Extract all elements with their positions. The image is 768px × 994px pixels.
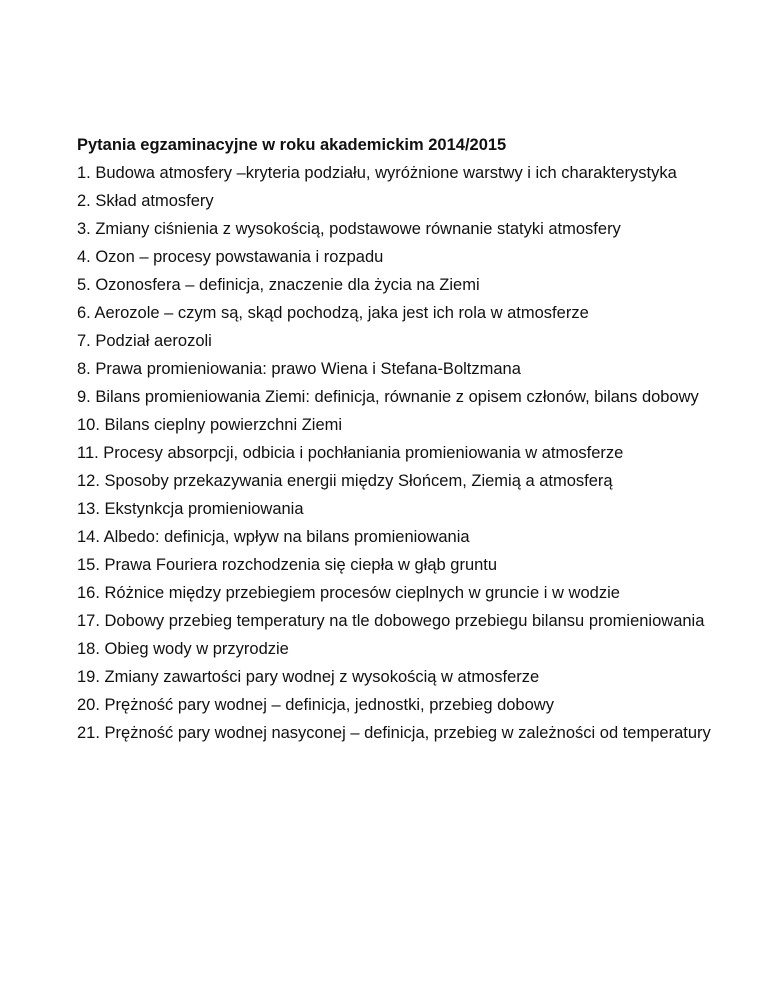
question-item: 2. Skład atmosfery xyxy=(77,192,214,210)
question-item: 19. Zmiany zawartości pary wodnej z wysokością w atmosferze xyxy=(77,668,540,686)
question-item: 11. Procesy absorpcji, odbicia i pochłaniania promieniowania w atmosferze xyxy=(77,444,624,462)
question-item: 17. Dobowy przebieg temperatury na tle dobowego przebiegu bilansu promieniowania xyxy=(77,612,705,630)
question-item: 3. Zmiany ciśnienia z wysokością, podstawowe równanie statyki atmosfery xyxy=(77,220,621,238)
document-title: Pytania egzaminacyjne w roku akademickim 2014/2015 xyxy=(77,136,507,154)
question-item: 14. Albedo: definicja, wpływ na bilans promieniowania xyxy=(77,528,470,546)
question-list xyxy=(77,159,717,747)
question-item: 20. Prężność pary wodnej – definicja, jednostki, przebieg dobowy xyxy=(77,696,554,714)
question-item: 13. Ekstynkcja promieniowania xyxy=(77,500,304,518)
question-item: 10. Bilans cieplny powierzchni Ziemi xyxy=(77,416,343,434)
question-item: 9. Bilans promieniowania Ziemi: definicja, równanie z opisem członów, bilans dobowy xyxy=(77,388,699,406)
question-item: 4. Ozon – procesy powstawania i rozpadu xyxy=(77,248,384,266)
question-item: 12. Sposoby przekazywania energii między Słońcem, Ziemią a atmosferą xyxy=(77,472,613,490)
question-item: 6. Aerozole – czym są, skąd pochodzą, jaka jest ich rola w atmosferze xyxy=(77,304,589,322)
question-item: 5. Ozonosfera – definicja, znaczenie dla życia na Ziemi xyxy=(77,276,480,294)
question-item: 21. Prężność pary wodnej nasyconej – definicja, przebieg w zależności od temperatury xyxy=(77,724,711,742)
document-page xyxy=(77,131,717,747)
question-item: 18. Obieg wody w przyrodzie xyxy=(77,640,289,658)
question-item: 8. Prawa promieniowania: prawo Wiena i Stefana-Boltzmana xyxy=(77,360,521,378)
question-item: 1. Budowa atmosfery –kryteria podziału, wyróżnione warstwy i ich charakterystyka xyxy=(77,164,677,182)
question-item: 15. Prawa Fouriera rozchodzenia się ciepła w głąb gruntu xyxy=(77,556,498,574)
question-item: 7. Podział aerozoli xyxy=(77,332,212,350)
question-item: 16. Różnice między przebiegiem procesów cieplnych w gruncie i w wodzie xyxy=(77,584,620,602)
